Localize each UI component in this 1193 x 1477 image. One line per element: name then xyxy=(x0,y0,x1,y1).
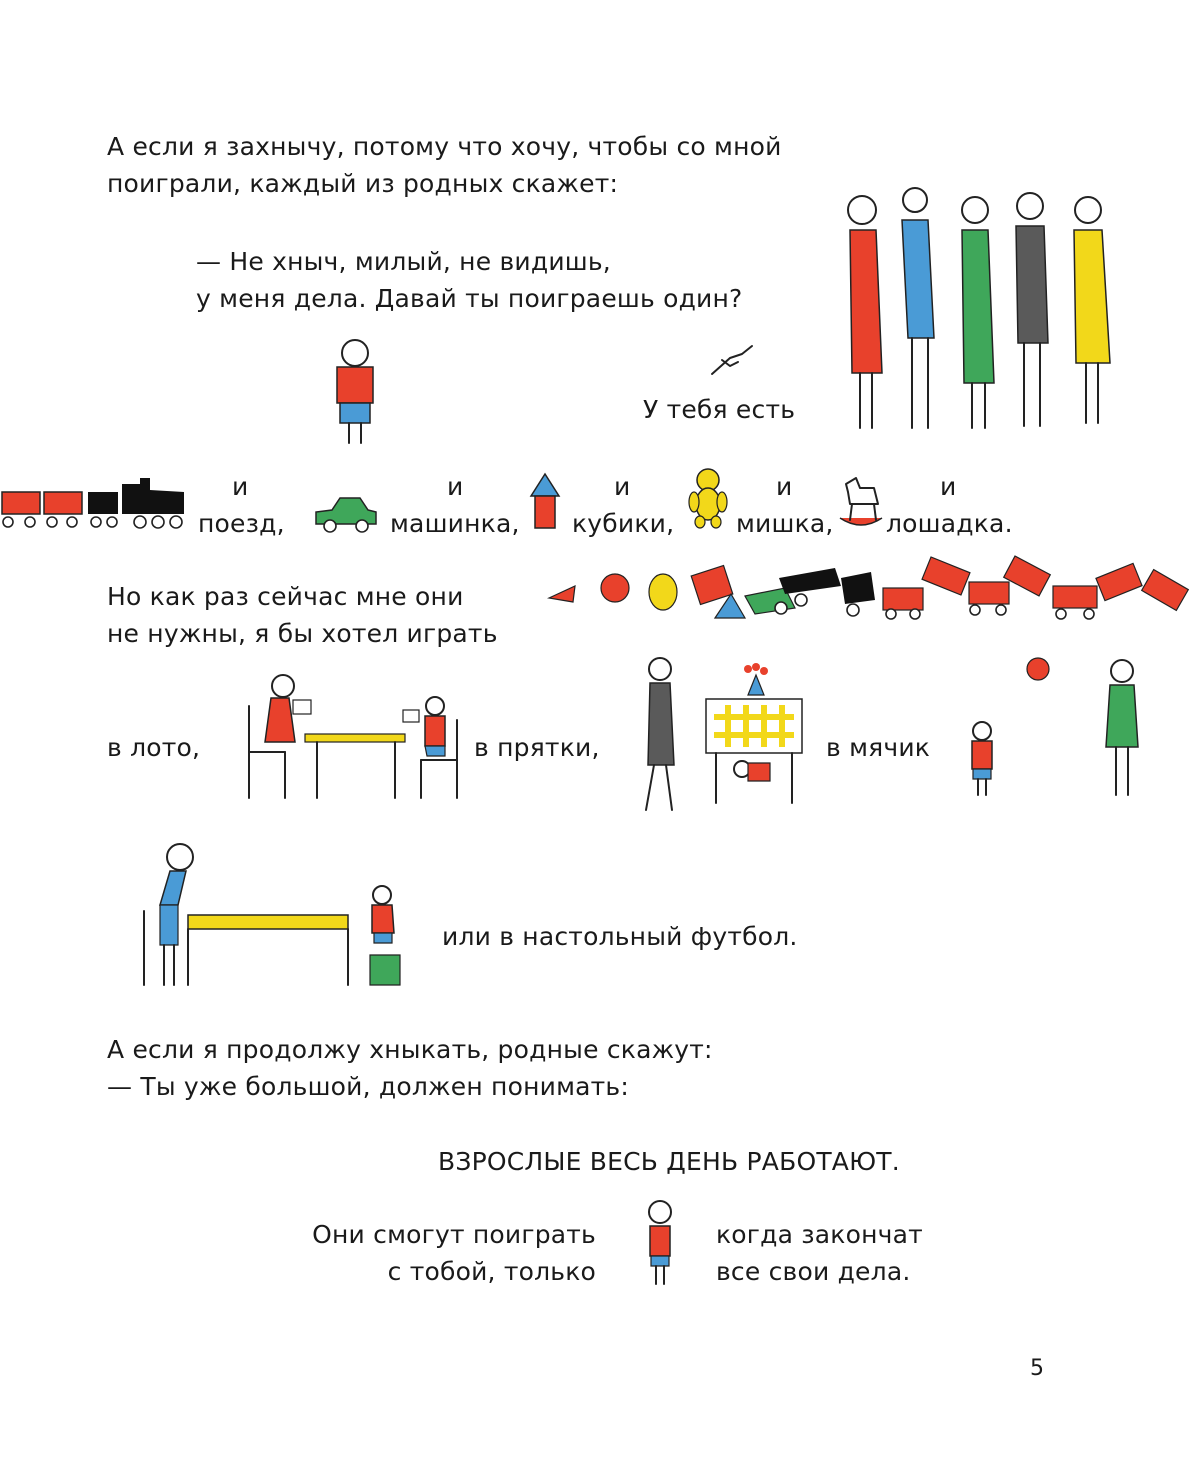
quote-paragraph xyxy=(196,243,743,317)
continue-line-2: — Ты уже большой, должен понимать: xyxy=(107,1072,629,1101)
relative-man-gray xyxy=(1016,193,1048,426)
toy-conj-3: и xyxy=(614,472,631,501)
quote-line-2: у меня дела. Давай ты поиграешь один? xyxy=(196,284,743,313)
not-needed-line-2: не нужны, я бы хотел играть xyxy=(107,619,498,648)
relative-woman-green xyxy=(962,197,994,428)
game-ball-text: в мячик xyxy=(826,733,931,762)
jumbled-toys-illustration xyxy=(545,548,1193,628)
play-left-line-1: Они смогут поиграть xyxy=(312,1220,596,1249)
not-needed-line-1: Но как раз сейчас мне они xyxy=(107,582,464,611)
relative-woman-red xyxy=(848,196,882,428)
pointing-hand-icon xyxy=(708,340,756,380)
teddy-bear-illustration xyxy=(686,466,730,530)
you-have-text: У тебя есть xyxy=(643,395,796,424)
toy-name-bear: мишка, xyxy=(736,509,834,538)
loto-scene-illustration xyxy=(245,670,465,800)
blocks-illustration xyxy=(527,470,563,532)
table-football-scene-illustration xyxy=(130,835,420,995)
toy-name-train: поезд, xyxy=(198,509,285,538)
page-number: 5 xyxy=(1030,1356,1045,1381)
toy-conj-5: и xyxy=(940,472,957,501)
toy-name-blocks: кубики, xyxy=(572,509,675,538)
continue-line-1: А если я продолжу хныкать, родные скажут: xyxy=(107,1035,713,1064)
intro-paragraph xyxy=(107,128,782,202)
game-football-text: или в настольный футбол. xyxy=(442,922,798,951)
continue-paragraph xyxy=(107,1031,713,1105)
game-loto-text: в лото, xyxy=(107,733,201,762)
intro-line-1: А если я захнычу, потому что хочу, чтобы со мной xyxy=(107,132,782,161)
play-right-line-2: все свои дела. xyxy=(716,1257,911,1286)
standing-boy-illustration xyxy=(642,1198,678,1290)
toy-name-car: машинка, xyxy=(390,509,520,538)
relative-woman-yellow xyxy=(1074,197,1110,423)
game-hide-text: в прятки, xyxy=(474,733,600,762)
toy-conj-1: и xyxy=(232,472,249,501)
play-left-paragraph xyxy=(300,1216,596,1290)
caps-heading: ВЗРОСЛЫЕ ВЕСЬ ДЕНЬ РАБОТАЮТ. xyxy=(438,1147,900,1176)
hide-and-seek-scene-illustration xyxy=(630,655,810,815)
rocking-horse-illustration xyxy=(836,474,886,534)
train-illustration xyxy=(0,470,190,530)
play-right-line-1: когда закончат xyxy=(716,1220,923,1249)
play-right-paragraph xyxy=(716,1216,923,1290)
ball-scene-illustration xyxy=(960,655,1150,800)
car-illustration xyxy=(312,494,380,534)
relative-man-blue xyxy=(902,188,934,428)
intro-line-2: поиграли, каждый из родных скажет: xyxy=(107,169,619,198)
crying-boy-illustration xyxy=(325,335,385,450)
toy-conj-2: и xyxy=(447,472,464,501)
play-left-line-2: с тобой, только xyxy=(387,1257,596,1286)
relatives-illustration xyxy=(830,178,1130,438)
toy-name-horse: лошадка. xyxy=(886,509,1013,538)
quote-line-1: — Не хныч, милый, не видишь, xyxy=(196,247,611,276)
toy-conj-4: и xyxy=(776,472,793,501)
not-needed-paragraph xyxy=(107,578,498,652)
